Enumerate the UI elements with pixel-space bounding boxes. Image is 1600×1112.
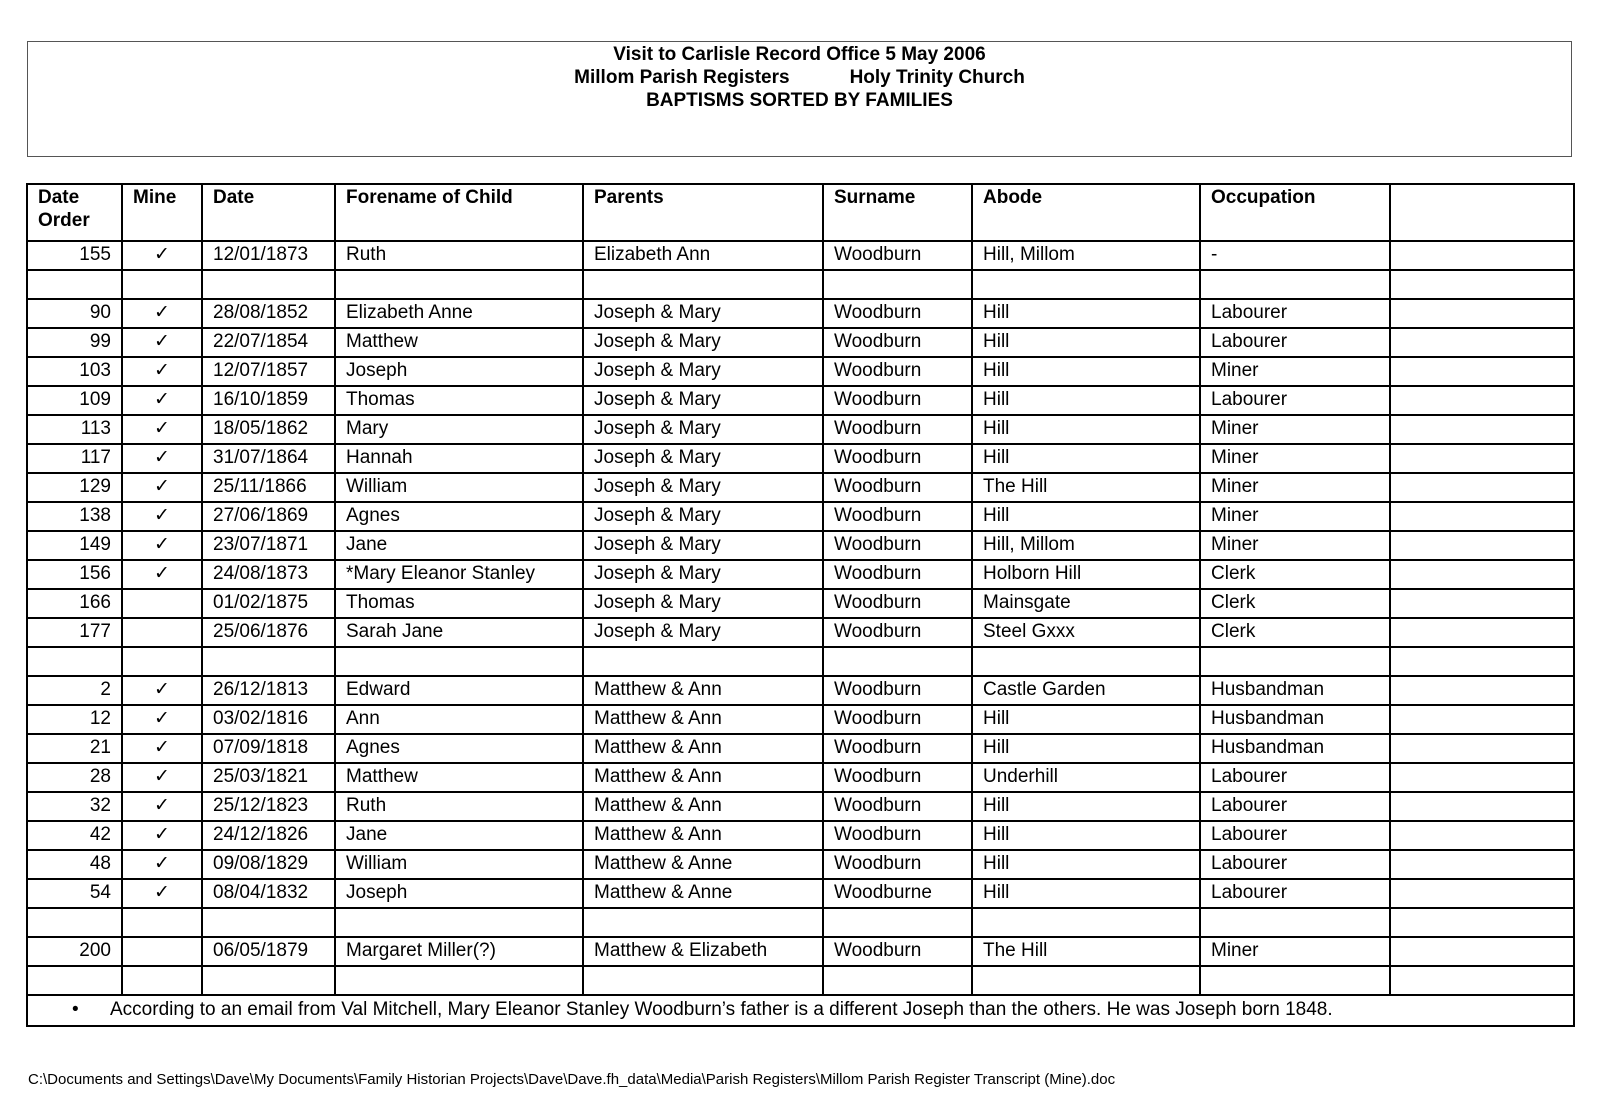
cell-order: 32: [27, 792, 122, 821]
cell-date: 09/08/1829: [202, 850, 335, 879]
cell-abode: Hill, Millom: [972, 531, 1200, 560]
cell-parents: [583, 908, 823, 937]
header-register-name: Millom Parish Registers: [574, 67, 790, 88]
cell-mine: [122, 618, 202, 647]
cell-mine: ✓: [122, 879, 202, 908]
cell-surname: Woodburn: [823, 560, 972, 589]
cell-order: 149: [27, 531, 122, 560]
column-header-forename: Forename of Child: [335, 184, 583, 241]
cell-parents: Joseph & Mary: [583, 560, 823, 589]
cell-mine: ✓: [122, 676, 202, 705]
cell-order: 113: [27, 415, 122, 444]
cell-order: 109: [27, 386, 122, 415]
cell-forename: William: [335, 473, 583, 502]
cell-parents: Joseph & Mary: [583, 502, 823, 531]
cell-surname: Woodburne: [823, 879, 972, 908]
table-row: [27, 763, 1574, 792]
cell-mine: ✓: [122, 415, 202, 444]
cell-parents: Matthew & Anne: [583, 879, 823, 908]
cell-forename: *Mary Eleanor Stanley: [335, 560, 583, 589]
cell-occupation: Husbandman: [1200, 734, 1390, 763]
column-header-extra: [1390, 184, 1574, 241]
cell-mine: ✓: [122, 531, 202, 560]
cell-occupation: [1200, 908, 1390, 937]
header-subtitle: [28, 66, 1571, 89]
cell-date: 12/01/1873: [202, 241, 335, 270]
cell-date: [202, 966, 335, 995]
cell-occupation: [1200, 966, 1390, 995]
cell-occupation: [1200, 270, 1390, 299]
cell-date: 28/08/1852: [202, 299, 335, 328]
cell-occupation: Miner: [1200, 357, 1390, 386]
cell-occupation: Clerk: [1200, 560, 1390, 589]
table-row: [27, 531, 1574, 560]
cell-surname: Woodburn: [823, 618, 972, 647]
table-row: [27, 676, 1574, 705]
cell-parents: Joseph & Mary: [583, 386, 823, 415]
cell-date: 24/08/1873: [202, 560, 335, 589]
note-text: According to an email from Val Mitchell, Mary Eleanor Stanley Woodburn’s father is a different Joseph than the others. He was Joseph born 1848.: [110, 999, 1333, 1020]
cell-extra: [1390, 966, 1574, 995]
cell-abode: Hill: [972, 299, 1200, 328]
cell-order: 155: [27, 241, 122, 270]
cell-extra: [1390, 676, 1574, 705]
table-row: [27, 560, 1574, 589]
cell-surname: [823, 270, 972, 299]
cell-extra: [1390, 328, 1574, 357]
cell-surname: Woodburn: [823, 763, 972, 792]
cell-abode: Underhill: [972, 763, 1200, 792]
cell-order: 2: [27, 676, 122, 705]
cell-surname: Woodburn: [823, 444, 972, 473]
cell-date: 27/06/1869: [202, 502, 335, 531]
table-row: [27, 937, 1574, 966]
cell-abode: Steel Gxxx: [972, 618, 1200, 647]
cell-abode: The Hill: [972, 473, 1200, 502]
header-section-title: BAPTISMS SORTED BY FAMILIES: [646, 90, 953, 111]
cell-occupation: Miner: [1200, 473, 1390, 502]
table-row: [27, 705, 1574, 734]
cell-date: 25/11/1866: [202, 473, 335, 502]
cell-date: 22/07/1854: [202, 328, 335, 357]
cell-mine: [122, 937, 202, 966]
cell-order: 48: [27, 850, 122, 879]
cell-forename: Sarah Jane: [335, 618, 583, 647]
cell-forename: [335, 966, 583, 995]
cell-date: 24/12/1826: [202, 821, 335, 850]
cell-date: [202, 908, 335, 937]
cell-mine: ✓: [122, 734, 202, 763]
cell-date: 26/12/1813: [202, 676, 335, 705]
cell-extra: [1390, 560, 1574, 589]
cell-order: 99: [27, 328, 122, 357]
cell-parents: Matthew & Ann: [583, 734, 823, 763]
cell-order: 117: [27, 444, 122, 473]
table-row: [27, 966, 1574, 995]
cell-extra: [1390, 502, 1574, 531]
column-header-abode: Abode: [972, 184, 1200, 241]
cell-abode: Hill: [972, 850, 1200, 879]
table-row: [27, 299, 1574, 328]
cell-order: 21: [27, 734, 122, 763]
table-row: [27, 879, 1574, 908]
cell-abode: Hill: [972, 792, 1200, 821]
cell-date: 08/04/1832: [202, 879, 335, 908]
cell-occupation: Labourer: [1200, 763, 1390, 792]
cell-mine: [122, 966, 202, 995]
cell-surname: Woodburn: [823, 241, 972, 270]
cell-surname: [823, 908, 972, 937]
cell-abode: Hill: [972, 879, 1200, 908]
table-row: [27, 618, 1574, 647]
cell-extra: [1390, 618, 1574, 647]
cell-forename: Agnes: [335, 734, 583, 763]
note-cell: [27, 995, 1574, 1026]
cell-order: 90: [27, 299, 122, 328]
cell-surname: Woodburn: [823, 676, 972, 705]
cell-mine: [122, 589, 202, 618]
cell-abode: Hill: [972, 821, 1200, 850]
cell-forename: Jane: [335, 821, 583, 850]
cell-abode: Hill: [972, 357, 1200, 386]
cell-abode: Hill: [972, 734, 1200, 763]
cell-occupation: Labourer: [1200, 328, 1390, 357]
cell-order: 28: [27, 763, 122, 792]
cell-occupation: Husbandman: [1200, 676, 1390, 705]
cell-surname: Woodburn: [823, 821, 972, 850]
table-row: [27, 734, 1574, 763]
table-row: [27, 589, 1574, 618]
cell-surname: [823, 966, 972, 995]
cell-occupation: Labourer: [1200, 879, 1390, 908]
cell-parents: Matthew & Ann: [583, 705, 823, 734]
cell-abode: Hill: [972, 386, 1200, 415]
cell-parents: Joseph & Mary: [583, 444, 823, 473]
cell-abode: [972, 966, 1200, 995]
cell-abode: Mainsgate: [972, 589, 1200, 618]
document-header: [27, 41, 1572, 157]
table-row: [27, 821, 1574, 850]
cell-mine: ✓: [122, 473, 202, 502]
cell-date: 25/12/1823: [202, 792, 335, 821]
cell-extra: [1390, 415, 1574, 444]
cell-extra: [1390, 879, 1574, 908]
cell-extra: [1390, 850, 1574, 879]
table-header-row: [27, 184, 1574, 241]
cell-surname: Woodburn: [823, 502, 972, 531]
cell-mine: [122, 270, 202, 299]
cell-occupation: Labourer: [1200, 792, 1390, 821]
cell-occupation: Labourer: [1200, 299, 1390, 328]
cell-order: 42: [27, 821, 122, 850]
cell-date: 16/10/1859: [202, 386, 335, 415]
cell-occupation: Miner: [1200, 444, 1390, 473]
table-row: [27, 444, 1574, 473]
cell-surname: Woodburn: [823, 415, 972, 444]
cell-surname: Woodburn: [823, 531, 972, 560]
cell-date: 25/06/1876: [202, 618, 335, 647]
cell-parents: Joseph & Mary: [583, 531, 823, 560]
cell-forename: Joseph: [335, 357, 583, 386]
table-row: [27, 241, 1574, 270]
cell-parents: Joseph & Mary: [583, 618, 823, 647]
cell-extra: [1390, 937, 1574, 966]
cell-parents: [583, 270, 823, 299]
cell-date: 01/02/1875: [202, 589, 335, 618]
cell-occupation: Clerk: [1200, 589, 1390, 618]
cell-order: [27, 908, 122, 937]
cell-mine: ✓: [122, 705, 202, 734]
cell-forename: [335, 647, 583, 676]
cell-parents: Elizabeth Ann: [583, 241, 823, 270]
cell-date: 31/07/1864: [202, 444, 335, 473]
cell-occupation: Labourer: [1200, 850, 1390, 879]
cell-surname: Woodburn: [823, 937, 972, 966]
cell-occupation: Clerk: [1200, 618, 1390, 647]
header-church-name: Holy Trinity Church: [849, 67, 1025, 88]
cell-date: [202, 647, 335, 676]
cell-mine: ✓: [122, 357, 202, 386]
cell-forename: Mary: [335, 415, 583, 444]
cell-forename: Thomas: [335, 589, 583, 618]
table-row: [27, 415, 1574, 444]
cell-order: 54: [27, 879, 122, 908]
cell-mine: ✓: [122, 792, 202, 821]
cell-extra: [1390, 908, 1574, 937]
cell-surname: Woodburn: [823, 357, 972, 386]
cell-extra: [1390, 473, 1574, 502]
cell-order: 177: [27, 618, 122, 647]
cell-order: 138: [27, 502, 122, 531]
cell-occupation: Husbandman: [1200, 705, 1390, 734]
cell-extra: [1390, 734, 1574, 763]
cell-mine: ✓: [122, 502, 202, 531]
cell-abode: [972, 908, 1200, 937]
cell-date: 03/02/1816: [202, 705, 335, 734]
cell-mine: ✓: [122, 241, 202, 270]
cell-order: 103: [27, 357, 122, 386]
cell-order: 200: [27, 937, 122, 966]
cell-extra: [1390, 241, 1574, 270]
column-header-parents: Parents: [583, 184, 823, 241]
cell-abode: Holborn Hill: [972, 560, 1200, 589]
cell-abode: Castle Garden: [972, 676, 1200, 705]
cell-forename: [335, 908, 583, 937]
cell-abode: Hill: [972, 502, 1200, 531]
cell-occupation: Miner: [1200, 531, 1390, 560]
cell-forename: Ruth: [335, 792, 583, 821]
table-row: [27, 328, 1574, 357]
cell-parents: Matthew & Ann: [583, 821, 823, 850]
cell-parents: [583, 647, 823, 676]
cell-occupation: Miner: [1200, 502, 1390, 531]
cell-surname: [823, 647, 972, 676]
cell-forename: Matthew: [335, 328, 583, 357]
cell-extra: [1390, 589, 1574, 618]
cell-forename: Elizabeth Anne: [335, 299, 583, 328]
cell-date: [202, 270, 335, 299]
cell-abode: Hill: [972, 415, 1200, 444]
cell-extra: [1390, 821, 1574, 850]
cell-occupation: Labourer: [1200, 821, 1390, 850]
header-title: Visit to Carlisle Record Office 5 May 2006: [613, 44, 986, 65]
cell-occupation: Labourer: [1200, 386, 1390, 415]
cell-mine: ✓: [122, 299, 202, 328]
cell-mine: [122, 908, 202, 937]
cell-date: 25/03/1821: [202, 763, 335, 792]
note-row: [27, 995, 1574, 1026]
table-body: [27, 241, 1574, 995]
cell-surname: Woodburn: [823, 328, 972, 357]
cell-parents: Joseph & Mary: [583, 357, 823, 386]
cell-parents: Joseph & Mary: [583, 299, 823, 328]
column-header-date-order: Date Order: [27, 184, 122, 241]
cell-parents: Joseph & Mary: [583, 589, 823, 618]
table-row: [27, 850, 1574, 879]
cell-order: [27, 966, 122, 995]
cell-order: 129: [27, 473, 122, 502]
cell-surname: Woodburn: [823, 705, 972, 734]
cell-mine: ✓: [122, 821, 202, 850]
cell-abode: Hill: [972, 705, 1200, 734]
cell-mine: ✓: [122, 560, 202, 589]
table-row: [27, 647, 1574, 676]
table-row: [27, 908, 1574, 937]
cell-extra: [1390, 763, 1574, 792]
cell-extra: [1390, 357, 1574, 386]
table-row: [27, 473, 1574, 502]
table-row: [27, 270, 1574, 299]
cell-date: 12/07/1857: [202, 357, 335, 386]
table-row: [27, 357, 1574, 386]
cell-extra: [1390, 270, 1574, 299]
cell-order: 166: [27, 589, 122, 618]
cell-parents: Matthew & Anne: [583, 850, 823, 879]
cell-mine: ✓: [122, 763, 202, 792]
cell-order: 12: [27, 705, 122, 734]
cell-surname: Woodburn: [823, 299, 972, 328]
cell-surname: Woodburn: [823, 850, 972, 879]
cell-forename: Agnes: [335, 502, 583, 531]
cell-forename: Matthew: [335, 763, 583, 792]
cell-surname: Woodburn: [823, 473, 972, 502]
cell-parents: Matthew & Ann: [583, 792, 823, 821]
cell-forename: Edward: [335, 676, 583, 705]
cell-forename: Joseph: [335, 879, 583, 908]
cell-extra: [1390, 531, 1574, 560]
cell-abode: [972, 270, 1200, 299]
cell-mine: ✓: [122, 444, 202, 473]
cell-surname: Woodburn: [823, 589, 972, 618]
cell-forename: Ruth: [335, 241, 583, 270]
cell-surname: Woodburn: [823, 386, 972, 415]
column-header-mine: Mine: [122, 184, 202, 241]
cell-order: [27, 647, 122, 676]
cell-surname: Woodburn: [823, 792, 972, 821]
cell-order: [27, 270, 122, 299]
cell-abode: [972, 647, 1200, 676]
column-header-occupation: Occupation: [1200, 184, 1390, 241]
cell-abode: Hill, Millom: [972, 241, 1200, 270]
cell-abode: Hill: [972, 328, 1200, 357]
cell-date: 18/05/1862: [202, 415, 335, 444]
cell-date: 07/09/1818: [202, 734, 335, 763]
cell-date: 06/05/1879: [202, 937, 335, 966]
cell-forename: Hannah: [335, 444, 583, 473]
cell-forename: William: [335, 850, 583, 879]
column-header-date: Date: [202, 184, 335, 241]
cell-occupation: [1200, 647, 1390, 676]
table-row: [27, 792, 1574, 821]
cell-occupation: Miner: [1200, 937, 1390, 966]
file-path-footer: C:\Documents and Settings\Dave\My Documents\Family Historian Projects\Dave\Dave.fh_data\Media\Parish Registers\Millom Parish Register Transcript (Mine).doc: [28, 1071, 1116, 1088]
cell-surname: Woodburn: [823, 734, 972, 763]
cell-forename: [335, 270, 583, 299]
cell-abode: The Hill: [972, 937, 1200, 966]
cell-occupation: -: [1200, 241, 1390, 270]
table-row: [27, 386, 1574, 415]
cell-forename: Margaret Miller(?): [335, 937, 583, 966]
cell-parents: Joseph & Mary: [583, 328, 823, 357]
cell-abode: Hill: [972, 444, 1200, 473]
cell-extra: [1390, 792, 1574, 821]
cell-extra: [1390, 647, 1574, 676]
cell-parents: [583, 966, 823, 995]
cell-mine: ✓: [122, 328, 202, 357]
cell-date: 23/07/1871: [202, 531, 335, 560]
cell-extra: [1390, 386, 1574, 415]
cell-extra: [1390, 444, 1574, 473]
cell-mine: ✓: [122, 850, 202, 879]
cell-forename: Ann: [335, 705, 583, 734]
cell-parents: Matthew & Ann: [583, 676, 823, 705]
cell-order: 156: [27, 560, 122, 589]
cell-forename: Jane: [335, 531, 583, 560]
cell-mine: [122, 647, 202, 676]
cell-parents: Joseph & Mary: [583, 473, 823, 502]
baptisms-table: [26, 183, 1575, 1027]
cell-parents: Joseph & Mary: [583, 415, 823, 444]
cell-extra: [1390, 299, 1574, 328]
column-header-surname: Surname: [823, 184, 972, 241]
cell-occupation: Miner: [1200, 415, 1390, 444]
cell-extra: [1390, 705, 1574, 734]
cell-parents: Matthew & Elizabeth: [583, 937, 823, 966]
table-row: [27, 502, 1574, 531]
cell-mine: ✓: [122, 386, 202, 415]
cell-parents: Matthew & Ann: [583, 763, 823, 792]
note-bullet: •: [72, 999, 79, 1020]
cell-forename: Thomas: [335, 386, 583, 415]
